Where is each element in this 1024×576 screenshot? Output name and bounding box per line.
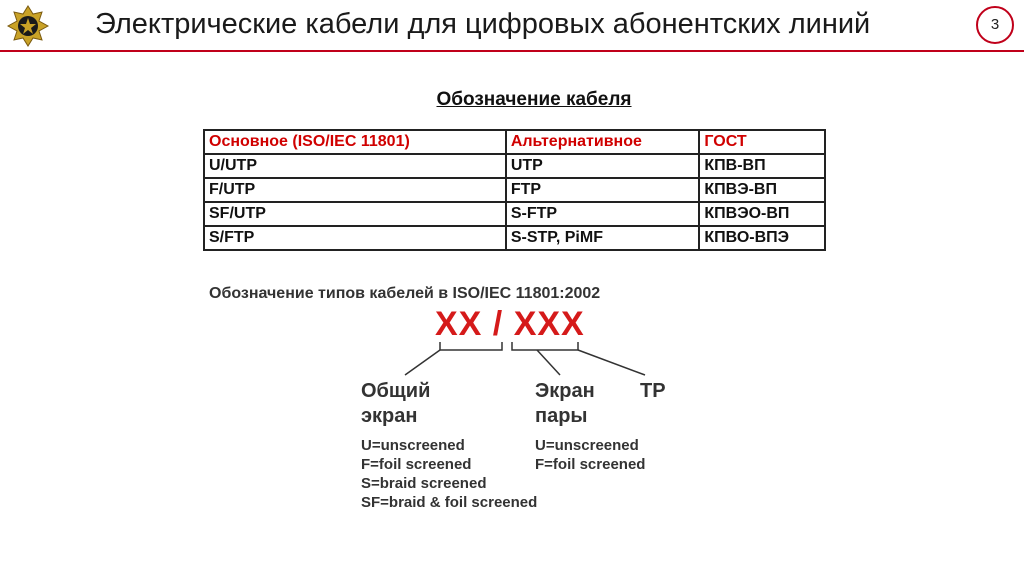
pair-shield-leader bbox=[537, 350, 560, 375]
table-cell: S-STP, PiMF bbox=[506, 226, 700, 250]
column-header: Основное (ISO/IEC 11801) bbox=[204, 130, 506, 154]
list-item: U=unscreened bbox=[535, 437, 639, 454]
section-subtitle: Обозначение кабеля bbox=[436, 89, 632, 110]
table-cell: U/UTP bbox=[204, 154, 506, 178]
tp-label: TP bbox=[640, 380, 666, 402]
tp-leader bbox=[578, 350, 645, 375]
table-cell: FTP bbox=[506, 178, 700, 202]
emblem-logo bbox=[6, 4, 50, 48]
table-cell: КПВ-ВП bbox=[699, 154, 825, 178]
table-cell: КПВЭ-ВП bbox=[699, 178, 825, 202]
cable-designation-table bbox=[203, 129, 826, 251]
table-cell: S-FTP bbox=[506, 202, 700, 226]
table-header-row bbox=[204, 130, 825, 154]
table-cell: S/FTP bbox=[204, 226, 506, 250]
list-item: SF=braid & foil screened bbox=[361, 494, 538, 511]
table-row bbox=[204, 226, 825, 250]
pair-shield-values bbox=[535, 436, 645, 474]
table-cell: SF/UTP bbox=[204, 202, 506, 226]
page-number-badge: 3 bbox=[976, 6, 1014, 44]
scheme-title: Обозначение типов кабелей в ISO/IEC 11801:2002 bbox=[209, 285, 601, 302]
pair-shield-label: Экран пары bbox=[535, 380, 595, 427]
header-divider bbox=[0, 50, 1024, 52]
table-row bbox=[204, 202, 825, 226]
list-item: U=unscreened bbox=[361, 437, 465, 454]
overall-shield-values bbox=[361, 436, 537, 512]
column-header: Альтернативное bbox=[506, 130, 700, 154]
list-item: F=foil screened bbox=[535, 456, 646, 473]
table-row bbox=[204, 178, 825, 202]
table-row bbox=[204, 154, 825, 178]
list-item: F=foil screened bbox=[361, 456, 472, 473]
table-cell: UTP bbox=[506, 154, 700, 178]
table-cell: КПВЭО-ВП bbox=[699, 202, 825, 226]
code-template: XX / XXX bbox=[435, 305, 585, 343]
table-cell: КПВО-ВПЭ bbox=[699, 226, 825, 250]
overall-shield-label: Общий экран bbox=[361, 380, 431, 427]
list-item: S=braid screened bbox=[361, 475, 487, 492]
slide-title: Электрические кабели для цифровых абонентских линий bbox=[95, 8, 871, 40]
overall-shield-leader bbox=[405, 350, 440, 375]
column-header: ГОСТ bbox=[699, 130, 825, 154]
table-cell: F/UTP bbox=[204, 178, 506, 202]
